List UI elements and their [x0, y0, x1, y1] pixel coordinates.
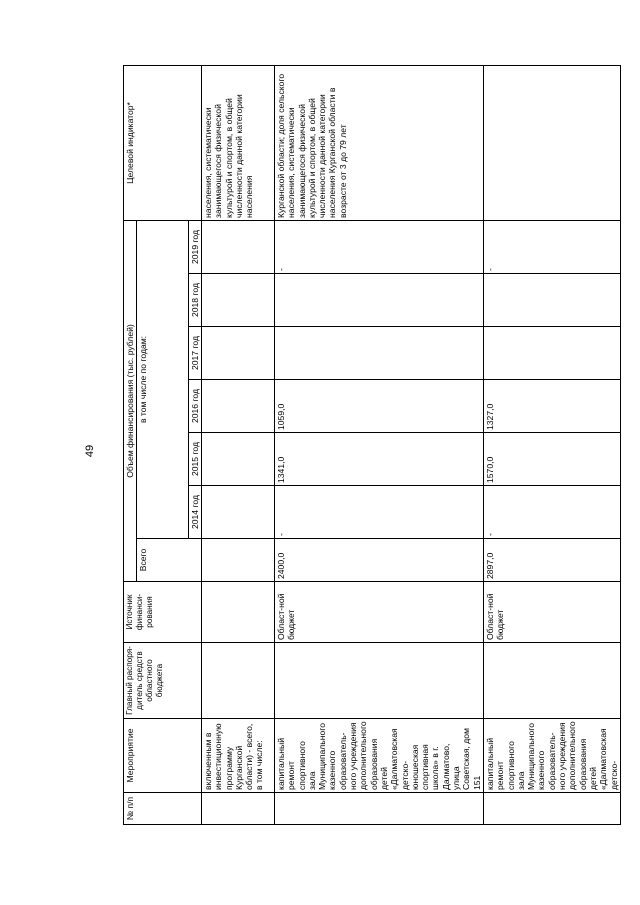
table-row — [275, 65, 484, 824]
cell-year-2015: 1570,0 — [483, 433, 620, 486]
cell-indicator: Курганской области; доля сельского населения, систематически занимающегося физической культурой и спортом, в общей численности данной категории населения Курганской области в возрасте от 3 до 79 лет — [275, 65, 484, 220]
cell-event: включенным в инвестиционную программу Курганской области) - всего, в том числе: — [202, 719, 275, 793]
header-total: Всего — [137, 539, 202, 582]
cell-indicator — [483, 65, 620, 220]
cell-manager — [275, 643, 484, 719]
cell-year-2018 — [483, 274, 620, 327]
cell-source: Област-ной бюджет — [275, 582, 484, 643]
cell-year-2018 — [202, 274, 275, 327]
header-num: № п/п — [124, 793, 202, 825]
cell-source: Област-ной бюджет — [483, 582, 620, 643]
cell-year-2019: - — [275, 220, 484, 273]
cell-year-2018 — [275, 274, 484, 327]
header-year: 2018 год — [188, 274, 201, 327]
cell-year-2016 — [202, 380, 275, 433]
cell-source — [202, 582, 275, 643]
header-manager: Главный распоря-дитель средств областного бюджета — [124, 643, 202, 719]
cell-year-2014 — [202, 486, 275, 539]
table-row — [202, 65, 275, 824]
cell-total — [202, 539, 275, 582]
header-year: 2014 год — [188, 486, 201, 539]
cell-year-2015: 1341,0 — [275, 433, 484, 486]
rotated-page — [123, 65, 619, 825]
cell-manager — [202, 643, 275, 719]
cell-num — [483, 793, 620, 825]
cell-year-2015 — [202, 433, 275, 486]
header-year: 2017 год — [188, 327, 201, 380]
cell-year-2019: - — [483, 220, 620, 273]
cell-year-2016: 1327,0 — [483, 380, 620, 433]
cell-year-2017 — [202, 327, 275, 380]
header-year: 2015 год — [188, 433, 201, 486]
cell-manager — [483, 643, 620, 719]
cell-year-2017 — [483, 327, 620, 380]
header-source: Источник финанси-рования — [124, 582, 202, 643]
header-event: Мероприятие — [124, 719, 202, 793]
financing-table — [123, 65, 621, 825]
header-by-years: в том числе по годам: — [137, 220, 188, 538]
cell-year-2014: - — [275, 486, 484, 539]
cell-total: 2897,0 — [483, 539, 620, 582]
cell-year-2016: 1059,0 — [275, 380, 484, 433]
header-volume: Объем финансирования (тыс. рублей) — [124, 220, 137, 581]
header-indicator: Целевой индикатор* — [124, 65, 202, 220]
cell-event: капитальный ремонт спортивного зала Муниципального казенного образователь-ного учреждения дополнительного образования детей «Далматовская детско-юношеская спортивная школа» в г. Далматово, улица Советская, дом 151 — [275, 719, 484, 793]
cell-year-2017 — [275, 327, 484, 380]
header-row-1 — [124, 65, 137, 824]
header-year: 2019 год — [188, 220, 201, 273]
cell-indicator: населения, систематически занимающегося физической культурой и спортом, в общей численности данной категории населения — [202, 65, 275, 220]
page-number: 49 — [84, 444, 96, 458]
cell-event: капитальный ремонт спортивного зала Муниципального казенного образователь-ного учреждения дополнительного образования детей «Далматовская детско- — [483, 719, 620, 793]
header-year: 2016 год — [188, 380, 201, 433]
table-row — [483, 65, 620, 824]
cell-num — [202, 793, 275, 825]
cell-num — [275, 793, 484, 825]
cell-year-2014: - — [483, 486, 620, 539]
cell-year-2019 — [202, 220, 275, 273]
cell-total: 2400,0 — [275, 539, 484, 582]
